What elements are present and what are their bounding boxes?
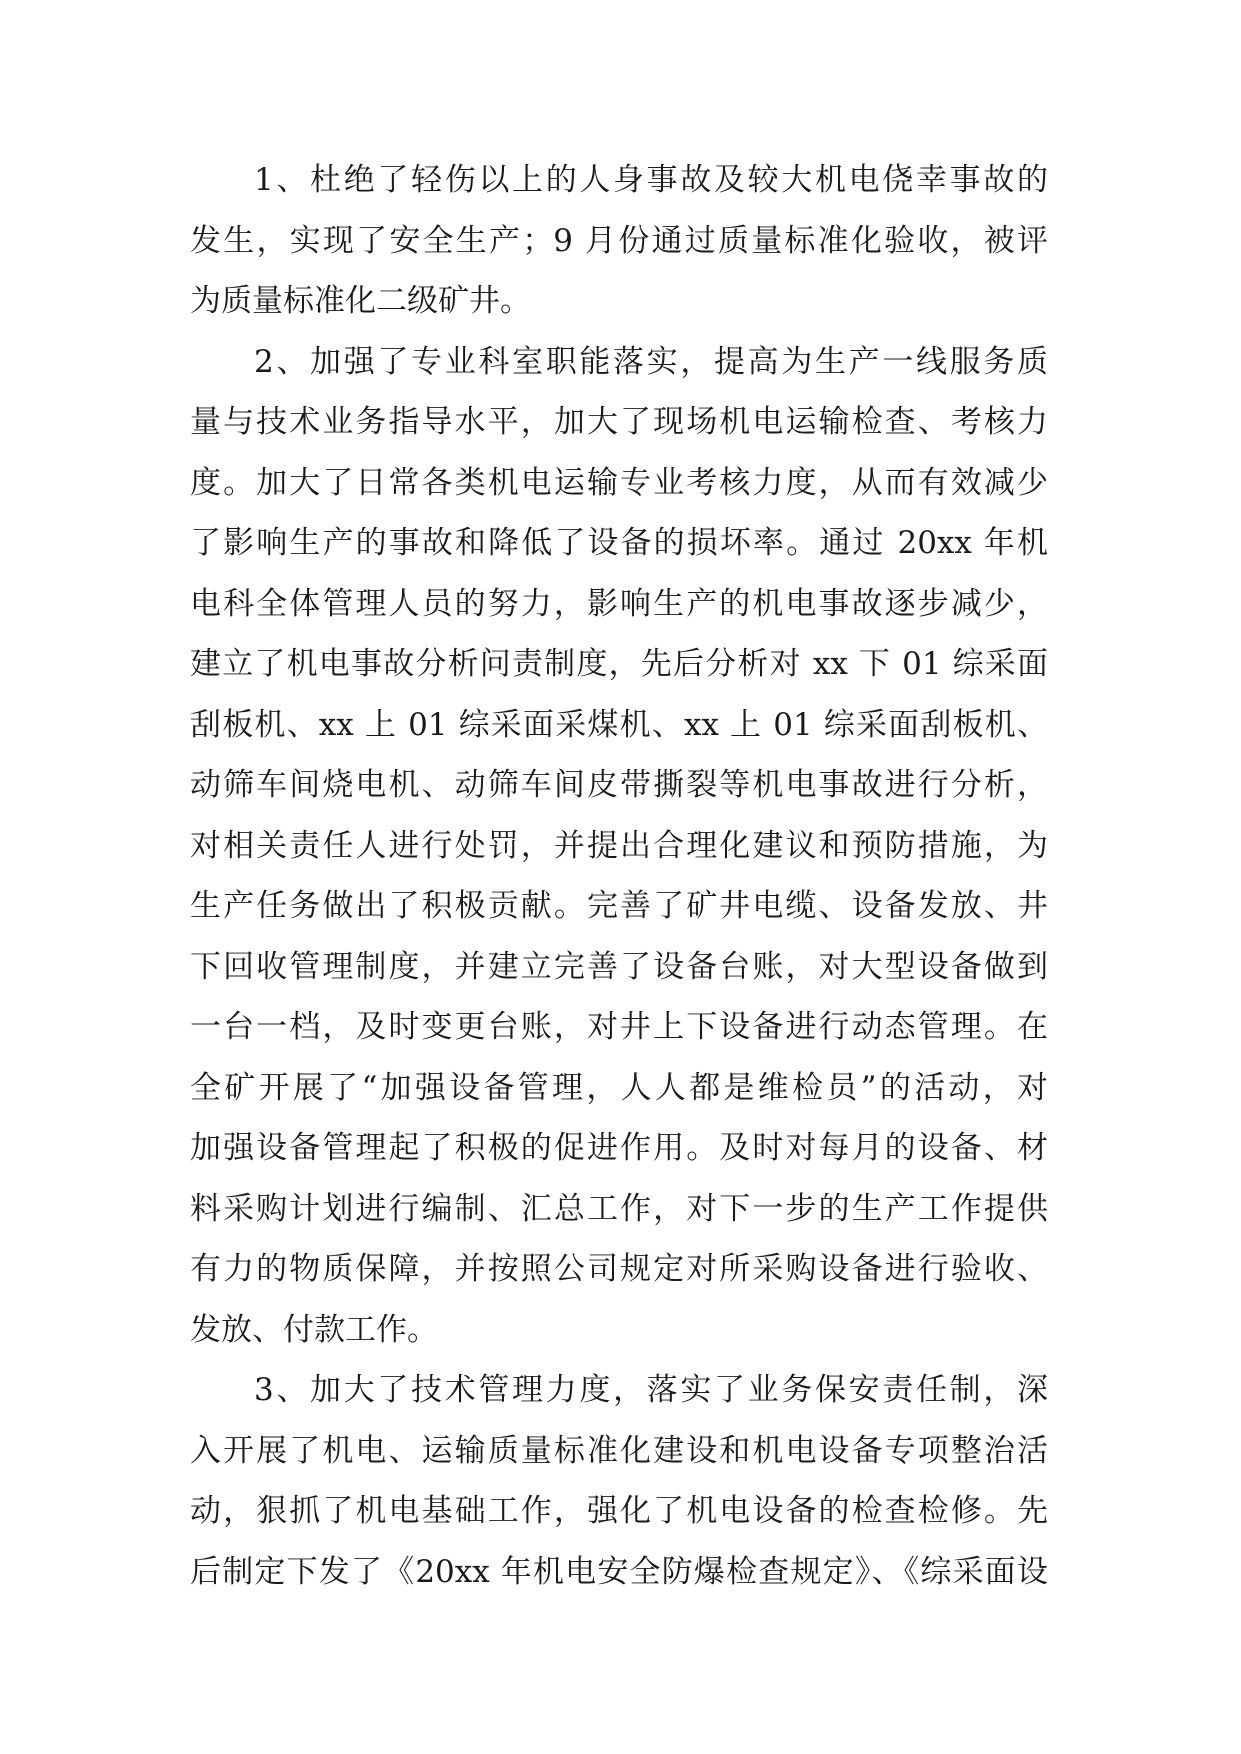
paragraph-2-line-17: 发放、付款工作。 [190, 1311, 438, 1348]
paragraph-2-line-14: 加强设备管理起了积极的促进作用。及时对每月的设备、材 [190, 1130, 1048, 1166]
paragraph-2-line-10: 生产任务做出了积极贡献。完善了矿井电缆、设备发放、井 [190, 888, 1048, 924]
paragraph-2-line-5: 电科全体管理人员的努力，影响生产的机电事故逐步减少， [190, 585, 1048, 622]
paragraph-2-line-1: 2、加强了专业科室职能落实，提高为生产一线服务质 [254, 343, 1048, 380]
paragraph-2-line-4: 了影响生产的事故和降低了设备的损坏率。通过 20xx 年机 [190, 525, 1048, 561]
paragraph-2-line-13: 全矿开展了“加强设备管理，人人都是维检员”的活动，对 [190, 1069, 1048, 1106]
paragraph-2-line-11: 下回收管理制度，并建立完善了设备台账，对大型设备做到 [190, 948, 1048, 985]
paragraph-2-line-6: 建立了机电事故分析问责制度，先后分析对 xx 下 01 综采面 [190, 646, 1048, 682]
paragraph-3-line-4: 后制定下发了《20xx 年机电安全防爆检查规定》、《综采面设 [190, 1553, 1048, 1590]
document-body [190, 150, 1048, 1602]
paragraph-2-line-12: 一台一档，及时变更台账，对井上下设备进行动态管理。在 [190, 1009, 1048, 1045]
paragraph-3-line-3: 动，狠抓了机电基础工作，强化了机电设备的检查检修。先 [190, 1493, 1048, 1529]
paragraph-1-line-3: 为质量标准化二级矿井。 [190, 283, 531, 319]
paragraph-2-line-7: 刮板机、xx 上 01 综采面采煤机、xx 上 01 综采面刮板机、 [190, 706, 1048, 743]
paragraph-1-line-1: 1、杜绝了轻伤以上的人身事故及较大机电侥幸事故的 [254, 162, 1048, 198]
paragraph-3-line-1: 3、加大了技术管理力度，落实了业务保安责任制，深 [254, 1372, 1048, 1408]
paragraph-3-line-2: 入开展了机电、运输质量标准化建设和机电设备专项整治活 [190, 1432, 1048, 1469]
paragraph-2-line-3: 度。加大了日常各类机电运输专业考核力度，从而有效减少 [190, 464, 1048, 501]
paragraph-2-line-16: 有力的物质保障，并按照公司规定对所采购设备进行验收、 [190, 1251, 1048, 1287]
paragraph-1-line-2: 发生，实现了安全生产；9 月份通过质量标准化验收，被评 [190, 222, 1048, 259]
paragraph-2-line-2: 量与技术业务指导水平，加大了现场机电运输检查、考核力 [190, 404, 1048, 440]
paragraph-2-line-8: 动筛车间烧电机、动筛车间皮带撕裂等机电事故进行分析， [190, 767, 1048, 803]
paragraph-2-line-9: 对相关责任人进行处罚，并提出合理化建议和预防措施，为 [190, 827, 1048, 864]
paragraph-2-line-15: 料采购计划进行编制、汇总工作，对下一步的生产工作提供 [190, 1190, 1048, 1227]
